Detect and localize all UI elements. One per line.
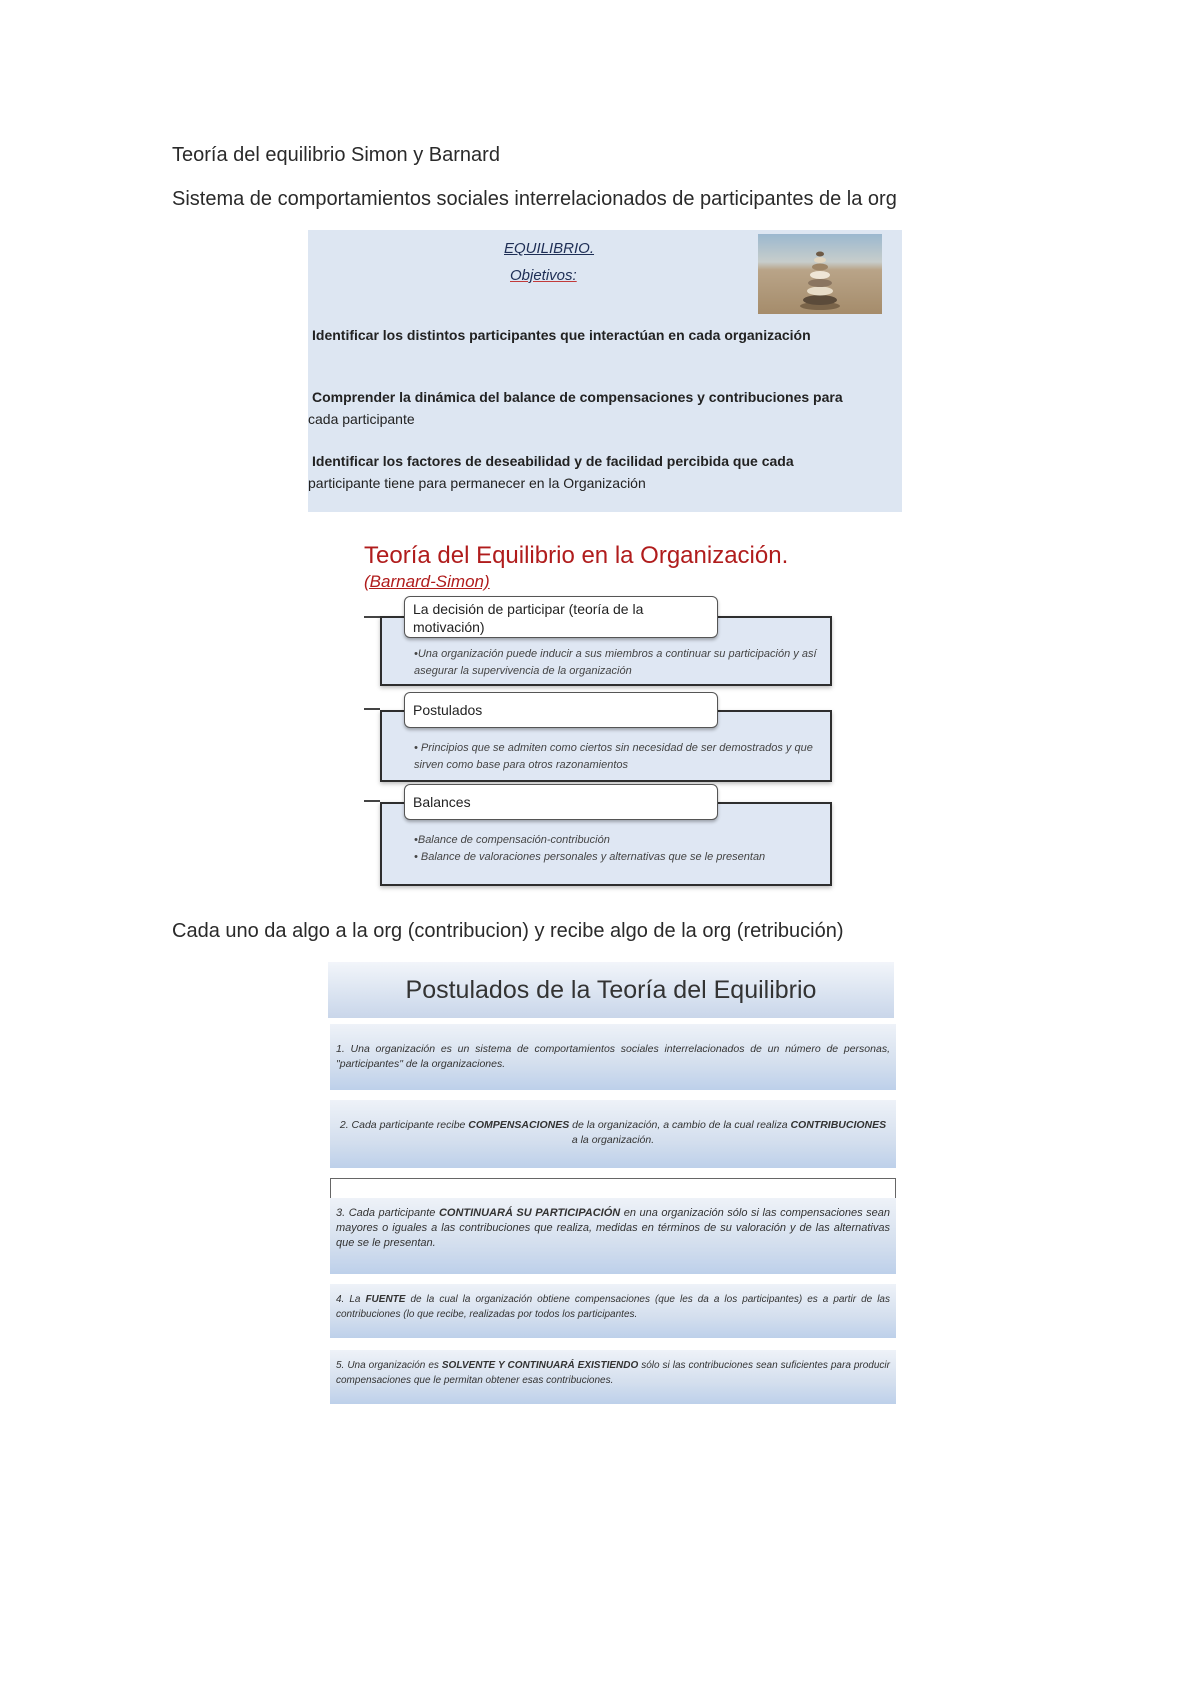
postulado-2 [330,1100,896,1168]
document-paragraph-2: Cada uno da algo a la org (contribucion) y recibe algo de la org (retribución) [172,920,844,942]
postulado-3 [330,1198,896,1274]
postulado-2-text-b: de la organización, a cambio de la cual realiza [569,1119,791,1131]
empty-frame [330,1178,896,1198]
postulado-2-emphasis-b: CONTRIBUCIONES [790,1119,887,1131]
postulado-3-emphasis: CONTINUARÁ SU PARTICIPACIÓN [438,1207,621,1219]
postulado-1: 1. Una organización es un sistema de comportamientos sociales interrelacionados de un número de personas, "participantes" de la organizaciones. [330,1024,896,1090]
section-label-participar: La decisión de participar (teoría de la motivación) [404,596,718,638]
objective-1 [312,324,892,346]
balance-item-1: •Balance de compensación-contribución [414,834,610,846]
postulado-5-text-a: 5. Una organización es [336,1360,442,1371]
slide3-title: Postulados de la Teoría del Equilibrio [328,962,894,1018]
slide-equilibrio-objetivos [308,230,902,512]
stacked-stones-photo [758,234,882,314]
postulado-4-emphasis: FUENTE [365,1294,406,1305]
postulado-3-text-a: 3. Cada participante [336,1207,439,1219]
slide-postulados-teoria-equilibrio [328,962,896,1404]
objective-3 [308,450,888,494]
section-label-balances: Balances [404,784,718,820]
postulado-2-text-a: 2. Cada participante recibe [339,1119,469,1131]
postulado-2-text-c: a la organización. [571,1134,655,1146]
section-body-participar-text: •Una organización puede inducir a sus miembros a continuar su participación y así asegurar la supervivencia de la organización [414,648,817,677]
slide1-title: EQUILIBRIO. [504,240,595,257]
document-heading: Teoría del equilibrio Simon y Barnard [172,144,500,166]
slide-teoria-equilibrio-organizacion [364,530,834,890]
objective-2 [308,386,888,430]
objective-3-text: Identificar los factores de deseabilidad y de facilidad percibida que cada [312,453,794,469]
section-body-postulados-text: • Principios que se admiten como ciertos sin necesidad de ser demostrados y que sirven como base para otros razonamientos [414,742,813,771]
postulado-4-text-b: de la cual la organización obtiene compensaciones (que les da a los participantes) es a partir de las contribuciones (lo que recibe, realizadas por todos los participantes. [336,1294,890,1320]
balance-item-2: • Balance de valoraciones personales y alternativas que se le presentan [414,851,766,863]
slide1-subtitle: Objetivos: [510,267,577,284]
objective-2-continuation: cada participante [308,411,415,427]
objective-2-text: Comprender la dinámica del balance de compensaciones y contribuciones para [312,389,843,405]
connector-line [364,616,380,618]
postulado-5-emphasis: SOLVENTE Y CONTINUARÁ EXISTIENDO [441,1360,639,1371]
document-paragraph-1: Sistema de comportamientos sociales interrelacionados de participantes de la org [172,188,897,210]
connector-line [364,708,380,710]
postulado-2-emphasis-a: COMPENSACIONES [468,1119,570,1131]
section-label-postulados: Postulados [404,692,718,728]
objective-1-text: Identificar los distintos participantes que interactúan en cada organización [312,327,811,343]
postulado-5 [330,1350,896,1404]
postulado-4 [330,1284,896,1338]
slide2-title: Teoría del Equilibrio en la Organización. [364,542,789,569]
postulado-3-text-b: en una organización sólo si las compensaciones sean mayores o iguales a las contribuciones que realiza, medidas en términos de su valoración y de las alternativas que se le presentan. [336,1207,891,1249]
section-body-balances-text [414,832,820,866]
slide2-subtitle: (Barnard-Simon) [364,572,490,591]
objective-3-continuation: participante tiene para permanecer en la Organización [308,475,646,491]
connector-line [364,800,380,802]
postulado-4-text-a: 4. La [336,1294,366,1305]
postulado-5-text-b: sólo si las contribuciones sean suficientes para producir compensaciones que le permitan obtener esas contribuciones. [336,1360,890,1386]
